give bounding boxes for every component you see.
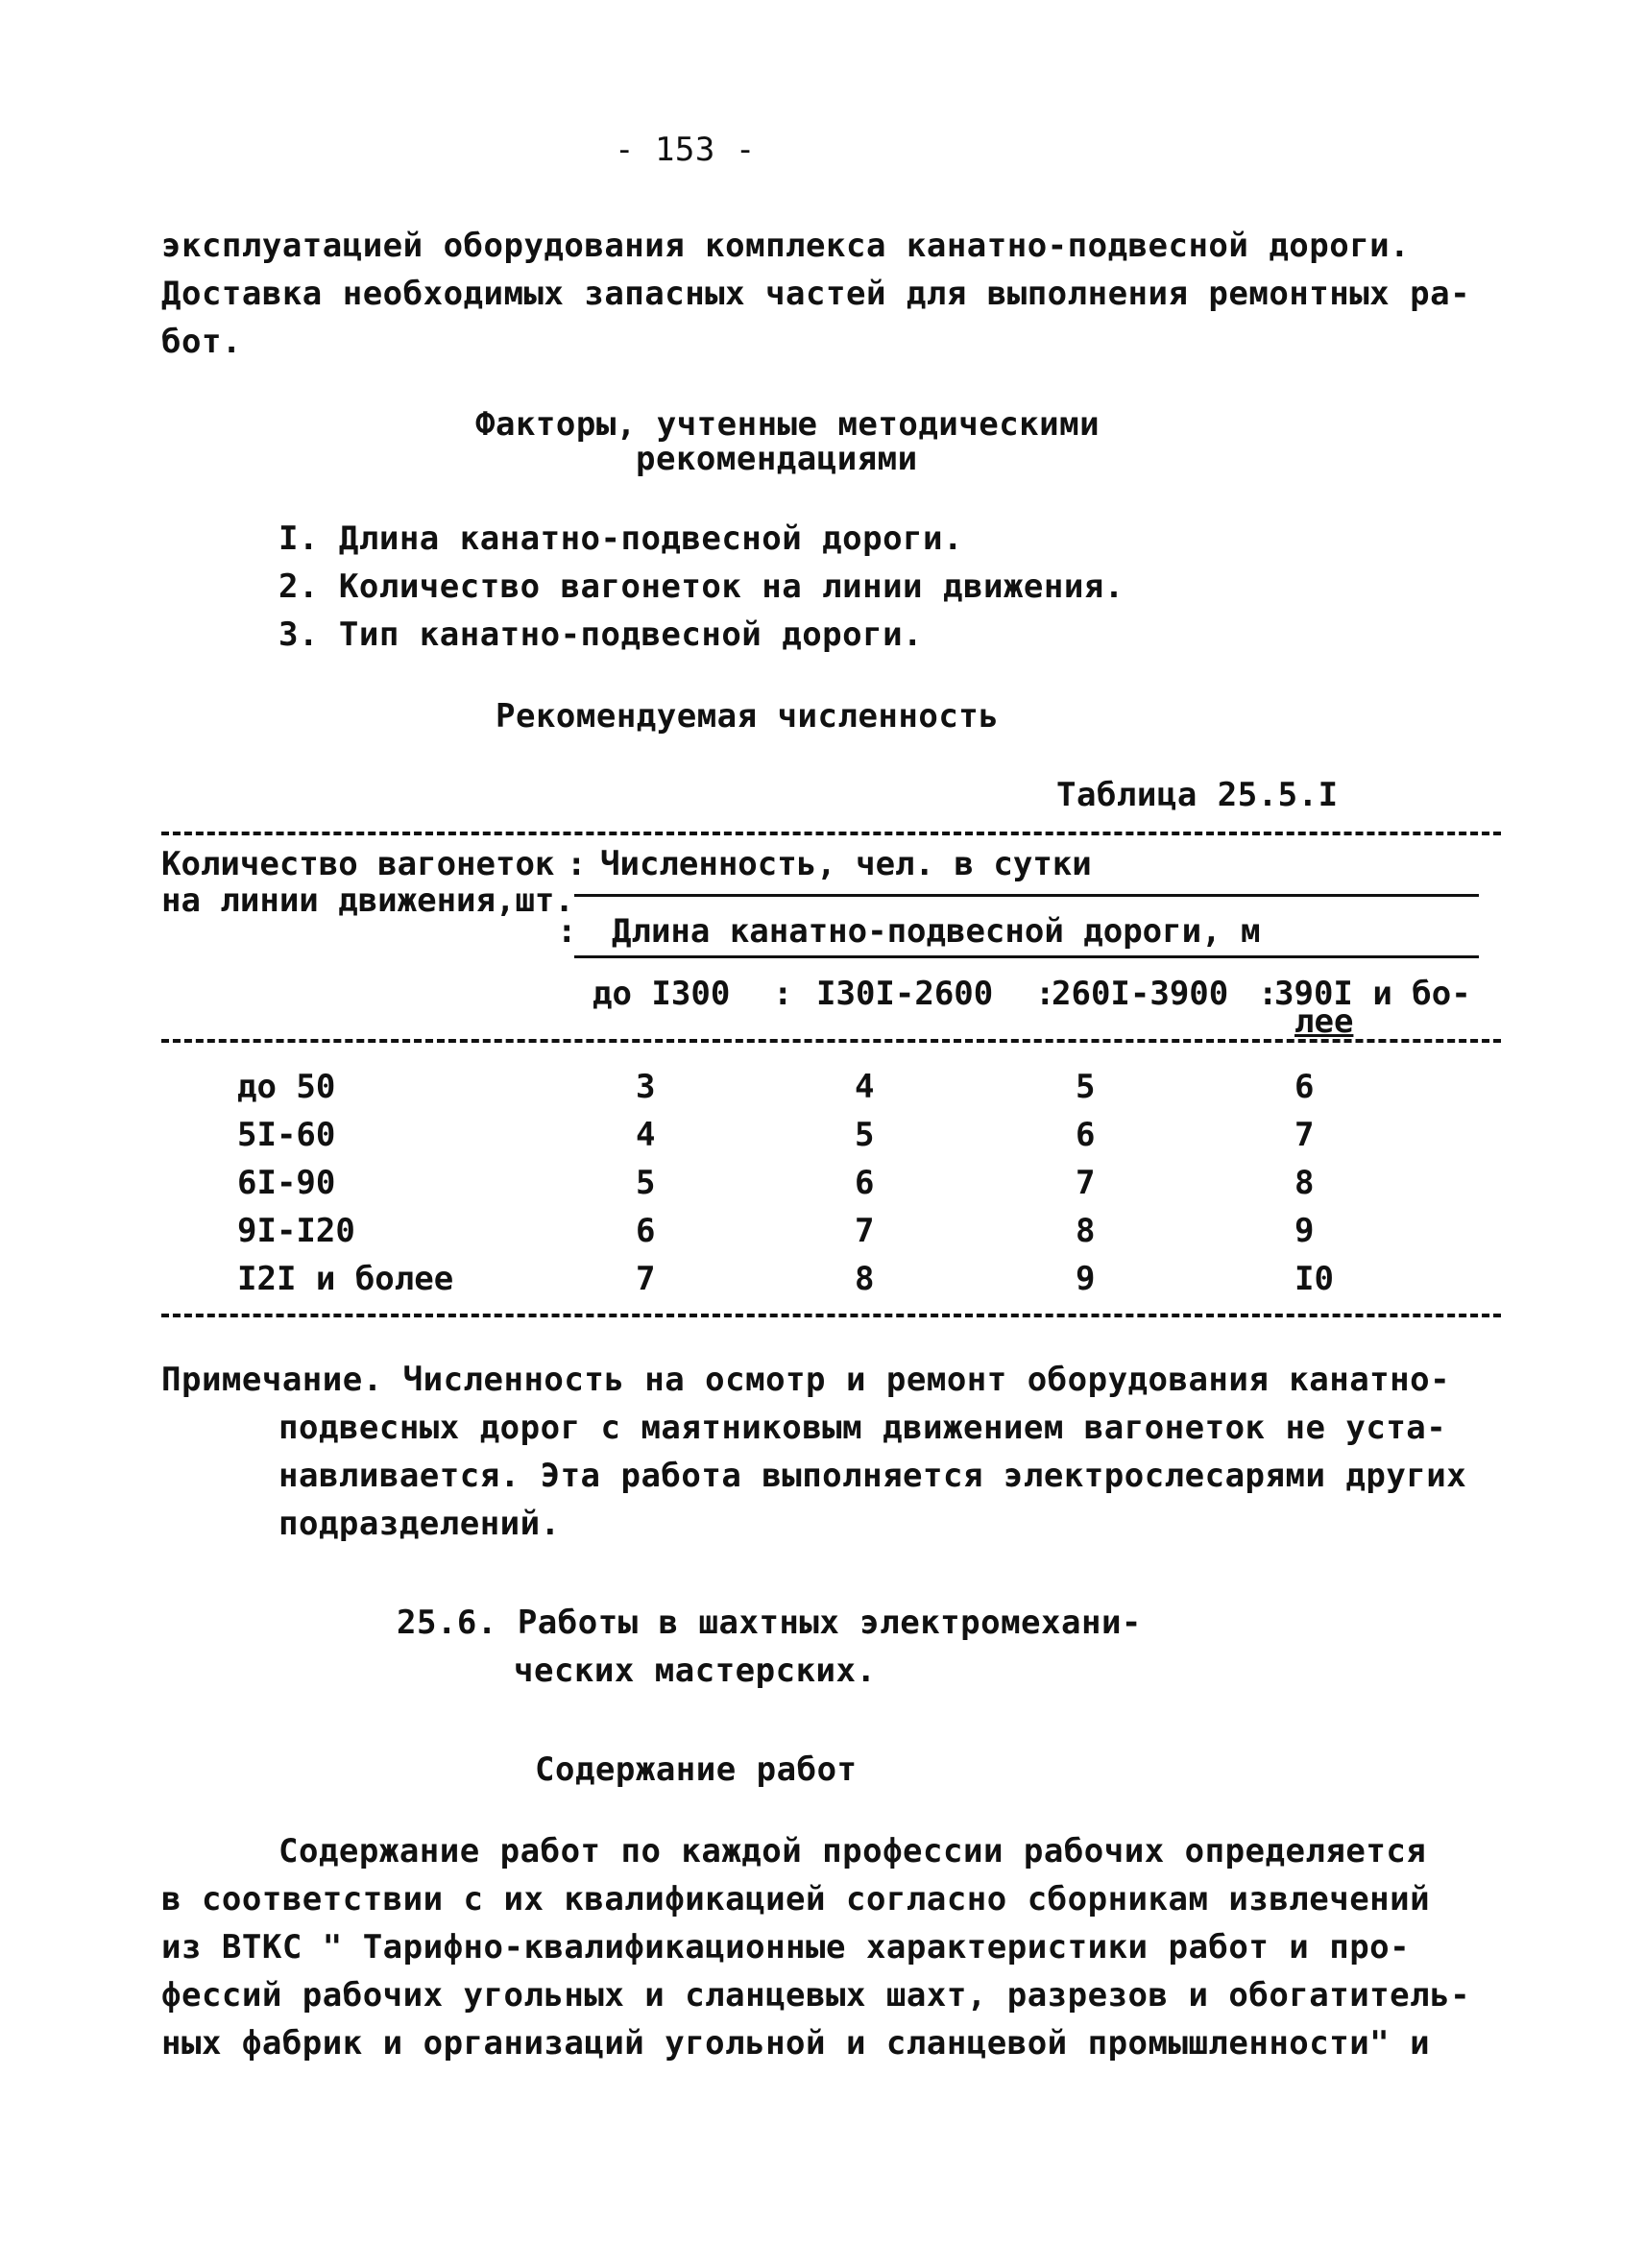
table-header-rule	[161, 1039, 1501, 1043]
cell-value: 9	[1294, 1212, 1315, 1250]
cell-value: 6	[636, 1212, 656, 1250]
col1-header-line2: на линии движения,шт.	[161, 881, 574, 920]
section-title-1: 25.6. Работы в шахтных электромехани-	[397, 1604, 1142, 1642]
cell-value: 4	[855, 1068, 875, 1106]
row-label: 5I-60	[237, 1116, 336, 1154]
factor-2: 2. Количество вагонеток на линии движения.	[278, 567, 1125, 606]
group-rule	[574, 894, 1479, 897]
col-header-3: 260I-3900	[1052, 975, 1229, 1013]
recommended-heading: Рекомендуемая численность	[496, 697, 1000, 736]
cell-value: 7	[855, 1212, 875, 1250]
factor-1: I. Длина канатно-подвесной дороги.	[278, 519, 963, 558]
cell-value: 7	[1076, 1164, 1096, 1202]
cell-value: 8	[855, 1260, 875, 1298]
table-bottom-rule	[161, 1314, 1501, 1317]
row-label: I2I и более	[237, 1260, 454, 1298]
content-line-2: в соответствии с их квалификацией согласно сборникам извлечений	[161, 1880, 1431, 1918]
col-sep-1: :	[773, 975, 793, 1013]
cell-value: 6	[855, 1164, 875, 1202]
cell-value: 3	[636, 1068, 656, 1106]
cell-value: 8	[1076, 1212, 1096, 1250]
cell-value: 7	[636, 1260, 656, 1298]
table-label: Таблица 25.5.I	[1056, 776, 1339, 814]
section-title-2: ческих мастерских.	[514, 1652, 877, 1690]
col1-header: Количество вагонеток	[161, 845, 555, 883]
subgroup-rule	[574, 955, 1479, 958]
cell-value: 6	[1076, 1116, 1096, 1154]
col-sep-2: :	[1035, 975, 1055, 1013]
note-line-3: навливается. Эта работа выполняется электрослесарями других	[278, 1457, 1467, 1495]
content-line-4: фессий рабочих угольных и сланцевых шахт, разрезов и обогатитель-	[161, 1976, 1471, 2015]
cell-value: 5	[636, 1164, 656, 1202]
row-label: 9I-I20	[237, 1212, 355, 1250]
cell-value: 5	[1076, 1068, 1096, 1106]
factors-heading-1: Факторы, учтенные методическими	[475, 405, 1101, 444]
col-header-1: до I300	[593, 975, 731, 1013]
cell-value: 7	[1294, 1116, 1315, 1154]
cell-value: 8	[1294, 1164, 1315, 1202]
subgroup-header: Длина канатно-подвесной дороги, м	[612, 912, 1261, 951]
cell-value: 4	[636, 1116, 656, 1154]
cell-value: I0	[1294, 1260, 1334, 1298]
intro-line-1: эксплуатацией оборудования комплекса канатно-подвесной дороги.	[161, 227, 1411, 265]
content-line-1: Содержание работ по каждой профессии рабочих определяется	[278, 1832, 1427, 1870]
factor-3: 3. Тип канатно-подвесной дороги.	[278, 615, 924, 654]
group-header: Численность, чел. в сутки	[600, 845, 1092, 883]
cell-value: 9	[1076, 1260, 1096, 1298]
page-number: - 153 -	[615, 131, 756, 169]
factors-heading-2: рекомендациями	[636, 440, 918, 478]
col-header-2: I30I-2600	[816, 975, 994, 1013]
sub-colon: :	[557, 912, 577, 951]
intro-line-3: бот.	[161, 323, 242, 361]
row-label: 6I-90	[237, 1164, 336, 1202]
row-label: до 50	[237, 1068, 336, 1106]
note-line-4: подразделений.	[278, 1505, 561, 1543]
cell-value: 6	[1294, 1068, 1315, 1106]
intro-line-2: Доставка необходимых запасных частей для выполнения ремонтных ра-	[161, 275, 1471, 313]
content-line-3: из ВТКС " Тарифно-квалификационные характеристики работ и про-	[161, 1928, 1411, 1966]
note-line-2: подвесных дорог с маятниковым движением вагонеток не уста-	[278, 1409, 1447, 1447]
col1-colon: :	[567, 845, 587, 883]
table-top-rule	[161, 832, 1501, 835]
col-header-4: 390I и бо-	[1274, 975, 1471, 1013]
content-line-5: ных фабрик и организаций угольной и сланцевой промышленности" и	[161, 2024, 1431, 2063]
col-sep-3: :	[1258, 975, 1278, 1013]
note-line-1: Примечание. Численность на осмотр и ремонт оборудования канатно-	[161, 1361, 1451, 1399]
cell-value: 5	[855, 1116, 875, 1154]
col-header-4-cont: лее	[1294, 1002, 1354, 1041]
content-heading: Содержание работ	[535, 1750, 858, 1789]
